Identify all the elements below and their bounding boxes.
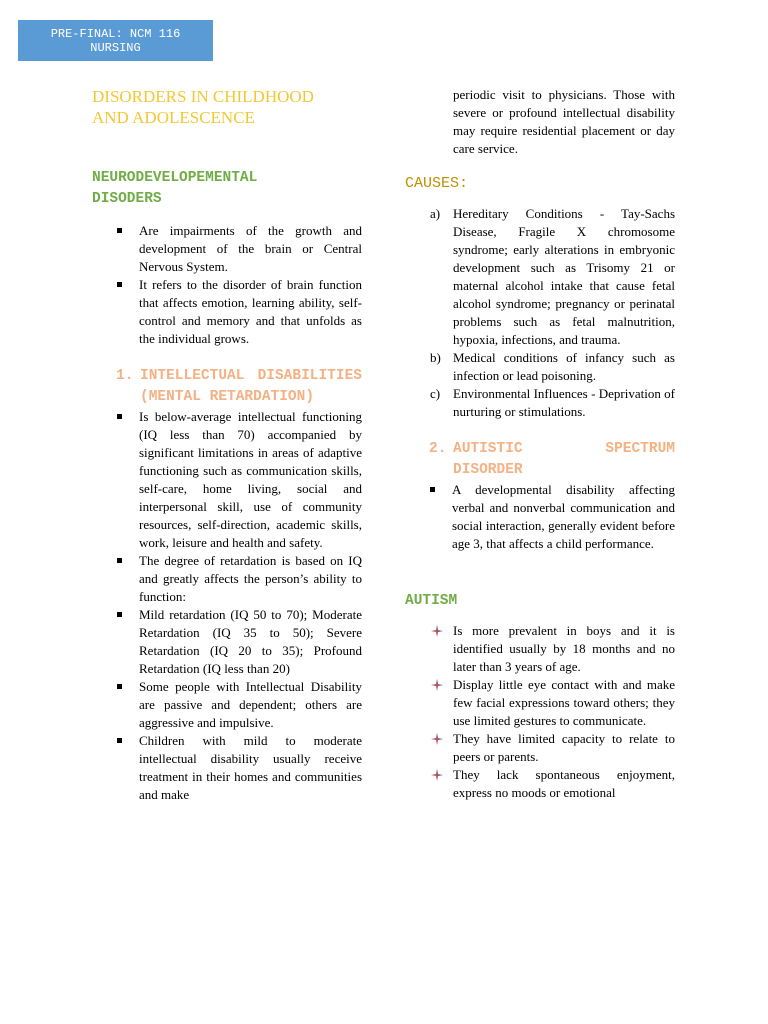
intellectual-disability-bullet-list <box>92 408 362 804</box>
list-item: Is more prevalent in boys and it is identified usually by 18 months and no later than 3 years of age. <box>405 622 675 676</box>
document-title: DISORDERS IN CHILDHOOD AND ADOLESCENCE <box>92 87 314 127</box>
autism-bullet-list <box>405 622 675 802</box>
four-point-star-icon <box>431 625 443 637</box>
header-line-2: NURSING <box>90 41 141 55</box>
header-line-1: PRE-FINAL: NCM 116 <box>50 27 181 41</box>
asd-bullet-list <box>405 481 675 553</box>
autism-heading: AUTISM <box>405 593 458 609</box>
square-bullet-icon <box>117 282 122 287</box>
section-heading-neurodevelopmental: NEURODEVELOPEMENTAL DISODERS <box>92 170 258 207</box>
square-bullet-icon <box>117 684 122 689</box>
subsection-heading-intellectual-disabilities: 1. INTELLECTUAL DISABILITIES (MENTAL RETARDATION) <box>116 368 362 405</box>
square-bullet-icon <box>117 612 122 617</box>
square-bullet-icon <box>117 228 122 233</box>
list-item: Some people with Intellectual Disability are passive and dependent; others are aggressive and impulsive. <box>92 678 362 732</box>
list-item: A developmental disability affecting verbal and nonverbal communication and social interaction, generally evident before age 3, that affects a child performance. <box>405 481 675 553</box>
four-point-star-icon <box>431 733 443 745</box>
list-item: They have limited capacity to relate to peers or parents. <box>405 730 675 766</box>
square-bullet-icon <box>430 487 435 492</box>
list-item: Mild retardation (IQ 50 to 70); Moderate Retardation (IQ 35 to 50); Severe Retardation (IQ 20 to 35); Profound Retardation (IQ less than 20) <box>92 606 362 678</box>
list-item: They lack spontaneous enjoyment, express no moods or emotional <box>405 766 675 802</box>
right-column <box>405 86 675 802</box>
list-item: It refers to the disorder of brain function that affects emotion, learning ability, self-control and memory and that unfolds as the individual grows. <box>92 276 362 348</box>
continuation-paragraph: periodic visit to physicians. Those with severe or profound intellectual disability may require residential placement or day care service. <box>453 87 675 156</box>
left-column <box>92 86 362 804</box>
list-item: The degree of retardation is based on IQ and greatly affects the person’s ability to function: <box>92 552 362 606</box>
list-item: Is below-average intellectual functioning (IQ less than 70) accompanied by significant limitations in areas of adaptive functioning such as communication skills, self-care, home living, social and interpersonal skill, use of community resources, self-direction, academic skills, work, leisure and health and safety. <box>92 408 362 552</box>
square-bullet-icon <box>117 738 122 743</box>
list-item: b) Medical conditions of infancy such as infection or lead poisoning. <box>430 350 675 383</box>
causes-heading: CAUSES: <box>405 175 469 192</box>
list-item: Children with mild to moderate intellectual disability usually receive treatment in their homes and communities and make <box>92 732 362 804</box>
list-item: Are impairments of the growth and development of the brain or Central Nervous System. <box>92 222 362 276</box>
four-point-star-icon <box>431 769 443 781</box>
causes-list <box>405 205 675 421</box>
four-point-star-icon <box>431 679 443 691</box>
intro-bullet-list <box>92 222 362 348</box>
subsection-heading-autistic-spectrum: 2. AUTISTIC SPECTRUM DISORDER <box>429 441 675 478</box>
list-item: Display little eye contact with and make few facial expressions toward others; they use limited gestures to communicate. <box>405 676 675 730</box>
list-item: c) Environmental Influences - Deprivation of nurturing or stimulations. <box>430 386 675 419</box>
square-bullet-icon <box>117 414 122 419</box>
square-bullet-icon <box>117 558 122 563</box>
header-label-box <box>18 20 213 61</box>
list-item: a) Hereditary Conditions - Tay-Sachs Disease, Fragile X chromosome syndrome; early alterations in embryonic development such as Trisomy 21 or maternal alcohol intake that cause fetal alcohol syndrome; pregnancy or perinatal problems such as fetal malnutrition, hypoxia, infections, and trauma. <box>430 206 675 347</box>
